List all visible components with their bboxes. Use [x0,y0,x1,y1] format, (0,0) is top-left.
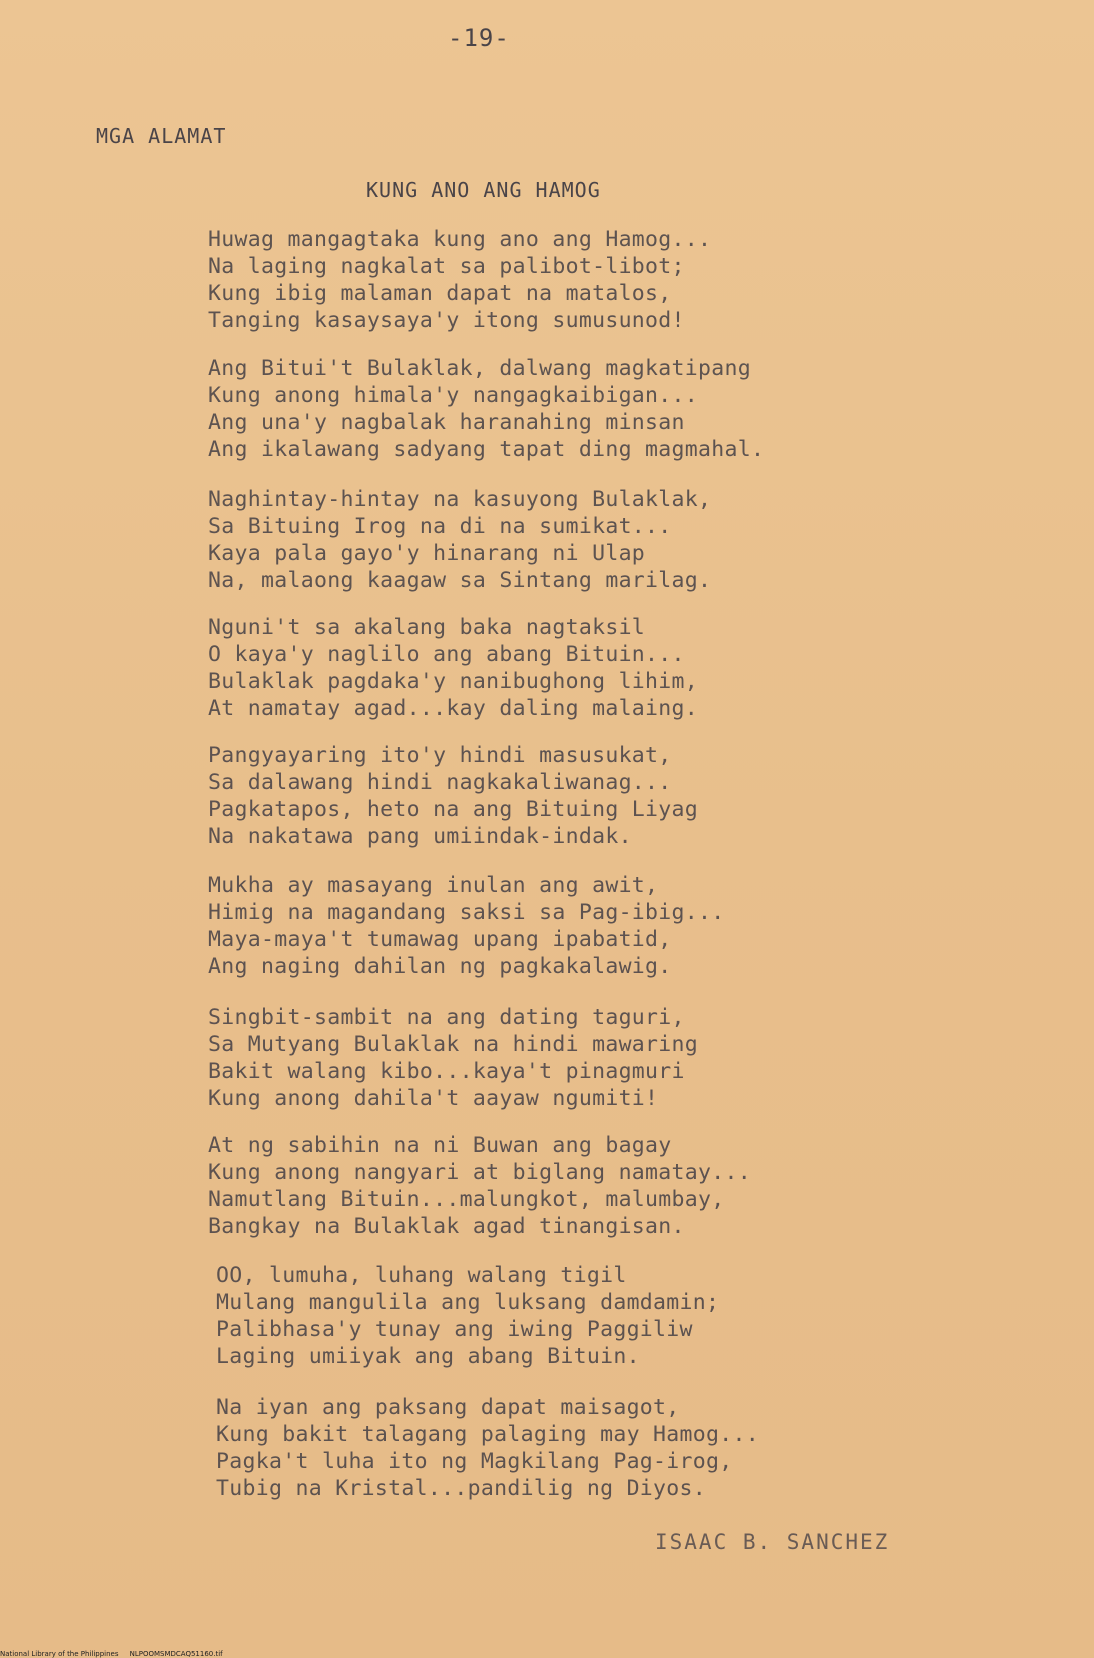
poem-line: Pangyayaring ito'y hindi masusukat, [208,743,672,768]
poem-line: Huwag mangagtaka kung ano ang Hamog... [208,227,712,252]
poem-line: Sa Bituing Irog na di na sumikat... [208,514,672,539]
poem-line: Bulaklak pagdaka'y nanibughong lihim, [208,669,699,694]
poem-line: Kung anong nangyari at biglang namatay... [208,1160,752,1185]
poem-line: Sa dalawang hindi nagkakaliwanag... [208,770,672,795]
poem-line: Kung ibig malaman dapat na matalos, [208,281,672,306]
poem-line: Na nakatawa pang umiindak-indak. [208,824,632,849]
poem-line: At namatay agad...kay daling malaing. [208,696,699,721]
stanza [208,1132,1068,1240]
poem-line: Na laging nagkalat sa palibot-libot; [208,254,685,279]
poem-line: Kung bakit talagang palaging may Hamog... [216,1422,760,1447]
poem-line: Mulang mangulila ang luksang damdamin; [216,1290,720,1315]
poem-line: Maya-maya't tumawag upang ipabatid, [208,927,672,952]
poem-line: Bakit walang kibo...kaya't pinagmuri [208,1059,685,1084]
poem-line: Sa Mutyang Bulaklak na hindi mawaring [208,1032,699,1057]
page-number: -19- [448,24,510,52]
archive-footer: National Library of the Philippines NLPOOMSMDCAQ51160.tif [0,1650,223,1658]
stanza [208,872,1068,980]
poem-line: Ang naging dahilan ng pagkakalawig. [208,954,672,979]
poem-line: Ang ikalawang sadyang tapat ding magmahal. [208,437,765,462]
poem-line: Pagkatapos, heto na ang Bituing Liyag [208,797,699,822]
poem-line: Tanging kasaysaya'y itong sumusunod! [208,308,685,333]
poem-line: At ng sabihin na ni Buwan ang bagay [208,1133,672,1158]
stanza [208,742,1068,850]
poem-line: Palibhasa'y tunay ang iwing Paggiliw [216,1317,693,1342]
poem-line: Na, malaong kaagaw sa Sintang marilag. [208,568,712,593]
stanza [208,355,1068,463]
poem-line: Bangkay na Bulaklak agad tinangisan. [208,1214,685,1239]
poem-line: Na iyan ang paksang dapat maisagot, [216,1395,680,1420]
poem-line: Kung anong himala'y nangagkaibigan... [208,383,699,408]
poem-line: OO, lumuha, luhang walang tigil [216,1263,627,1288]
poem-line: Tubig na Kristal...pandilig ng Diyos. [216,1476,707,1501]
stanza [216,1394,1076,1502]
poem-line: Mukha ay masayang inulan ang awit, [208,873,659,898]
stanza [208,614,1068,722]
poem-title: KUNG ANO ANG HAMOG [366,178,601,202]
section-heading: MGA ALAMAT [96,124,227,148]
poem-line: Ang Bitui't Bulaklak, dalwang magkatipang [208,356,752,381]
stanza [208,1004,1068,1112]
stanza [208,486,1068,594]
poem-line: Namutlang Bituin...malungkot, malumbay, [208,1187,725,1212]
stanza [216,1262,1076,1370]
poem-line: Kaya pala gayo'y hinarang ni Ulap [208,541,646,566]
author-signature: ISAAC B. SANCHEZ [655,1530,890,1554]
poem-line: Kung anong dahila't aayaw ngumiti! [208,1086,659,1111]
stanza [208,226,1068,334]
poem-line: Naghintay-hintay na kasuyong Bulaklak, [208,487,712,512]
poem-line: Pagka't luha ito ng Magkilang Pag-irog, [216,1449,733,1474]
poem-line: Laging umiiyak ang abang Bituin. [216,1344,640,1369]
poem-line: Nguni't sa akalang baka nagtaksil [208,615,646,640]
poem-line: O kaya'y naglilo ang abang Bituin... [208,642,685,667]
poem-line: Ang una'y nagbalak haranahing minsan [208,410,685,435]
poem-line: Singbit-sambit na ang dating taguri, [208,1005,685,1030]
poem-line: Himig na magandang saksi sa Pag-ibig... [208,900,725,925]
